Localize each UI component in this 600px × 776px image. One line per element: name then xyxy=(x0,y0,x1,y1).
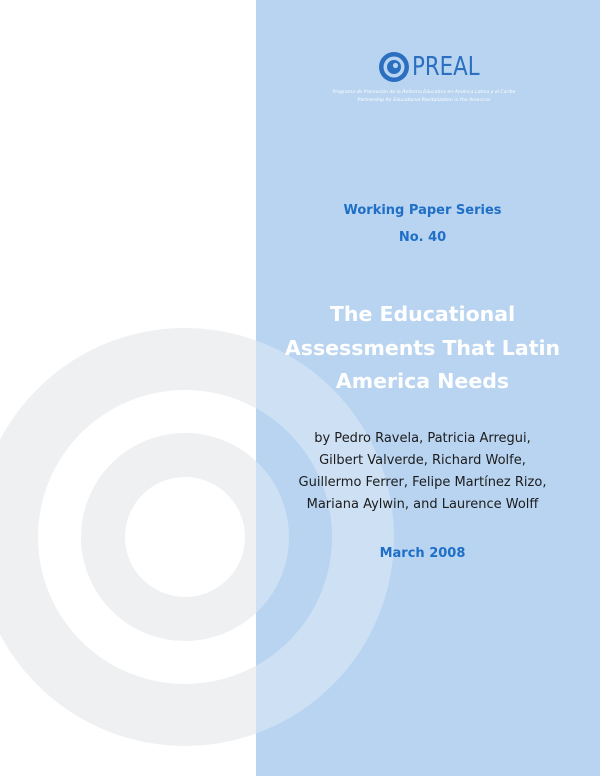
paper-number: No. 40 xyxy=(398,230,447,245)
logo-tagline-english: Partnership for Educational Revitalization in the Americas xyxy=(357,98,491,103)
author-line: by Pedro Ravela, Patricia Arregui, xyxy=(314,431,531,446)
series-label: Working Paper Series xyxy=(343,203,502,218)
title-line: America Needs xyxy=(335,369,510,393)
author-line: Mariana Aylwin, and Laurence Wolff xyxy=(306,497,539,512)
title-line: Assessments That Latin xyxy=(284,335,561,360)
author-line: Gilbert Valverde, Richard Wolfe, xyxy=(319,453,526,468)
publication-date: March 2008 xyxy=(379,546,466,561)
author-line: Guillermo Ferrer, Felipe Martínez Rizo, xyxy=(298,475,547,490)
document-title xyxy=(275,298,570,399)
title-line: The Educational xyxy=(329,302,516,326)
logo-wordmark: PREAL xyxy=(412,52,480,82)
logo-tagline-spanish: Programa de Promoción de la Reforma Educativa en América Latina y el Caribe xyxy=(332,90,516,95)
author-list xyxy=(275,428,570,516)
